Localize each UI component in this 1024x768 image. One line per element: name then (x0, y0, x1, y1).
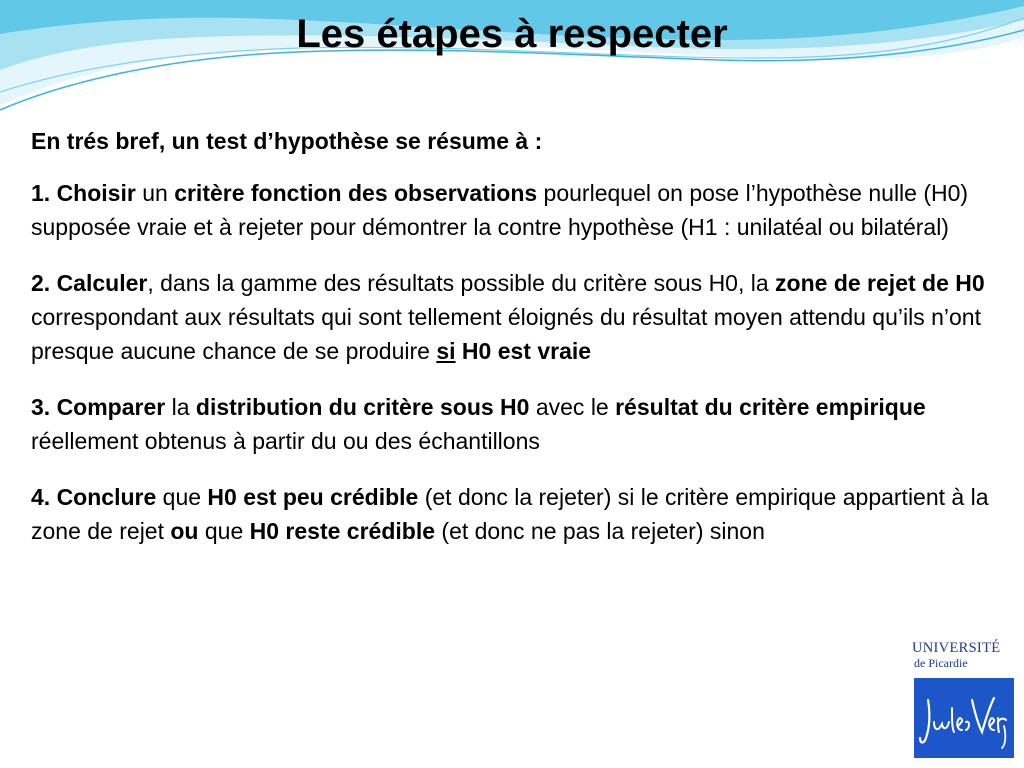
bold-text: résultat du critère empirique (615, 394, 926, 420)
bold-text: ou (170, 518, 199, 544)
body-text: pourlequel on pose l’hypothèse nulle (H0) supposée vraie et à rejeter pour démontrer la contre hypothèse (H1 : unilatéal ou bilatéral) (31, 180, 969, 240)
step-paragraph (31, 266, 1001, 368)
emphasis-text: si (436, 338, 456, 364)
bold-text: H0 est peu crédible (207, 484, 419, 510)
step-paragraph (31, 390, 1001, 458)
logo-subtitle: de Picardie (914, 656, 968, 670)
bold-text: H0 est vraie (461, 338, 592, 364)
bold-text: zone de rejet de H0 (775, 270, 985, 296)
signature-icon (914, 678, 1014, 758)
logo-title: UNIVERSITÉ (912, 640, 1001, 656)
bold-text: H0 reste crédible (249, 518, 436, 544)
bold-text: 1. Choisir (31, 180, 136, 206)
bold-text: critère fonction des observations (174, 180, 538, 206)
intro-text: En trés bref, un test d’hypothèse se résume à : (31, 128, 543, 154)
body-text: , dans la gamme des résultats possible du critère sous H0, la (147, 270, 776, 296)
slide-body (31, 124, 1001, 570)
step-paragraph (31, 480, 1001, 548)
bold-text: 2. Calculer (31, 270, 148, 296)
body-text: que (156, 484, 208, 510)
body-text: avec le (529, 394, 616, 420)
university-logo (912, 640, 1016, 760)
slide-title: Les étapes à respecter (296, 12, 728, 56)
step-paragraph (31, 176, 1001, 244)
body-text: (et donc la rejeter) si le critère empirique appartient à la zone de rejet (31, 484, 989, 544)
body-text: un (135, 180, 175, 206)
body-text: la (165, 394, 196, 420)
logo-signature-box (914, 678, 1014, 758)
bold-text: 4. Conclure (31, 484, 157, 510)
body-text: réellement obtenus à partir du ou des échantillons (31, 428, 540, 454)
emphasis-wrapper (436, 338, 455, 364)
bold-text: 3. Comparer (31, 394, 166, 420)
body-text: que (198, 518, 250, 544)
body-text: correspondant aux résultats qui sont tellement éloignés du résultat moyen attendu qu’ils n’ont presque aucune chance de se produire (31, 304, 981, 364)
bold-text: distribution du critère sous H0 (195, 394, 530, 420)
body-text: (et donc ne pas la rejeter) sinon (435, 518, 765, 544)
